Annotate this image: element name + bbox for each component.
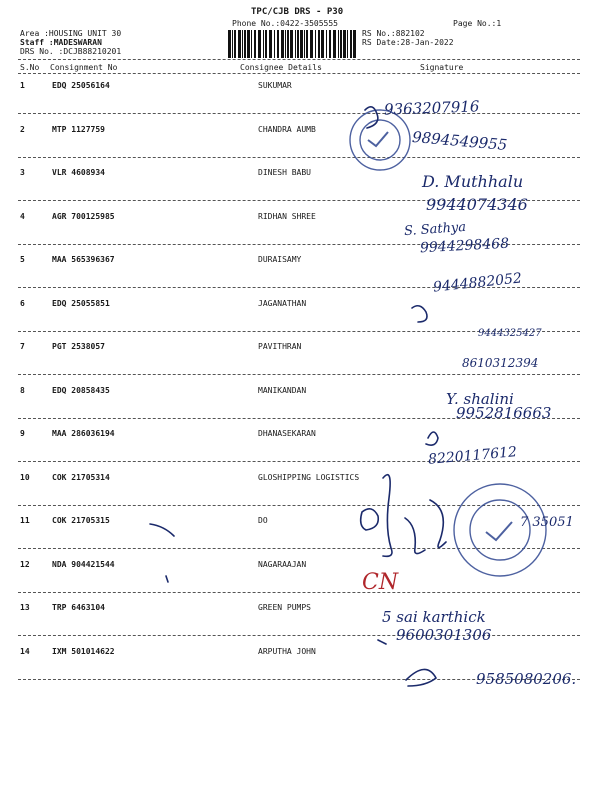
handwritten-phone-10: 7 35051 [520,515,574,530]
handwritten-name-4: S. Sathya [403,219,467,240]
rs-number: RS No.:882102 [362,29,425,38]
row-consignee: GREEN PUMPS [258,603,311,612]
handwritten-name-3: D. Muthhalu [422,172,524,191]
row-consignee: ARPUTHA JOHN [258,646,316,656]
signature-scribbles [150,107,446,686]
row-sno: 2 [20,124,25,134]
handwritten-name-8: Y. shalini [446,390,514,408]
row-consignee: CHANDRA AUMB [258,124,316,134]
row-consignment-no: EDQ 25055851 [52,298,110,308]
row-consignee: PAVITHRAN [258,342,302,351]
row-consignment-no: EDQ 25056164 [52,81,110,90]
row-sno: 7 [20,342,25,351]
column-header-consignee: Consignee Details [240,63,322,72]
handwritten-phone-2: 9894549955 [411,127,509,155]
gloshipping-stamp [454,484,546,576]
row-consignee: SUKUMAR [258,81,292,90]
chandra-automobiles-stamp [350,110,410,170]
row-consignment-no: COK 21705315 [52,516,110,525]
row-consignee: DO [258,516,268,525]
handwritten-phone-14: 9585080206. [476,670,577,688]
page-number: Page No.:1 [453,19,502,28]
document-title: TPC/CJB DRS - P30 [251,7,344,17]
row-sno: 13 [20,603,30,612]
row-consignment-no: AGR 700125985 [52,211,115,221]
row-consignee: MANIKANDAN [258,385,307,395]
row-sno: 6 [20,298,25,308]
row-sno: 9 [20,429,25,438]
row-consignment-no: MAA 565396367 [52,255,115,264]
row-sno: 14 [20,646,30,656]
staff-field: Staff :MADESWARAN [20,38,102,47]
row-sno: 4 [20,211,25,221]
row-sno: 3 [20,168,25,177]
row-sno: 5 [20,255,25,264]
row-consignment-no: TRP 6463104 [52,603,105,612]
row-consignment-no: MTP 1127759 [52,124,105,134]
handwritten-phone-6: 9444325427 [478,328,542,339]
column-header-consignment: Consignment No [50,63,118,72]
row-consignee: GLOSHIPPING LOGISTICS [258,472,360,482]
row-consignee: DURAISAMY [258,255,302,264]
drs-number: DRS No. :DCJB88210201 [20,47,122,56]
handwritten-phone-8: 9952816663 [456,404,552,422]
handwritten-phone-5: 9444882052 [432,270,523,296]
row-consignee: DHANASEKARAN [258,429,316,438]
row-consignment-no: PGT 2538057 [52,342,105,351]
row-consignee: DINESH BABU [258,168,311,177]
row-consignment-no: NDA 904421544 [52,559,115,569]
handwritten-phone-3: 9944074346 [426,195,528,214]
column-header-signature: Signature [420,63,464,72]
row-consignee: RIDHAN SHREE [258,211,316,221]
row-consignment-no: IXM 501014622 [52,646,115,656]
row-sno: 8 [20,385,25,395]
row-consignment-no: EDQ 20858435 [52,385,110,395]
rs-date: RS Date:28-Jan-2022 [362,38,454,47]
row-consignee: JAGANATHAN [258,298,307,308]
row-consignment-no: COK 21705314 [52,472,110,482]
row-sno: 11 [20,516,30,525]
handwritten-phone-7: 8610312394 [462,356,539,370]
handwritten-phone-9: 8220117612 [427,444,518,468]
row-sno: 10 [20,472,30,482]
row-consignee: NAGARAAJAN [258,559,307,569]
handwritten-phone-4: 9944298468 [419,235,510,257]
handwritten-name-13: 5 sai karthick [382,608,486,626]
row-consignment-no: VLR 4608934 [52,168,105,177]
phone-number: Phone No.:0422-3505555 [232,19,338,28]
handwritten-phone-1: 9363207916 [383,97,480,119]
row-sno: 12 [20,559,30,569]
row-sno: 1 [20,81,25,90]
area-field: Area :HOUSING UNIT 30 [20,29,122,38]
column-header-sno: S.No [20,63,40,72]
handwritten-phone-13: 9600301306 [396,626,492,644]
handwritten-cn-mark: CN [362,570,399,595]
row-consignment-no: MAA 286036194 [52,429,115,438]
